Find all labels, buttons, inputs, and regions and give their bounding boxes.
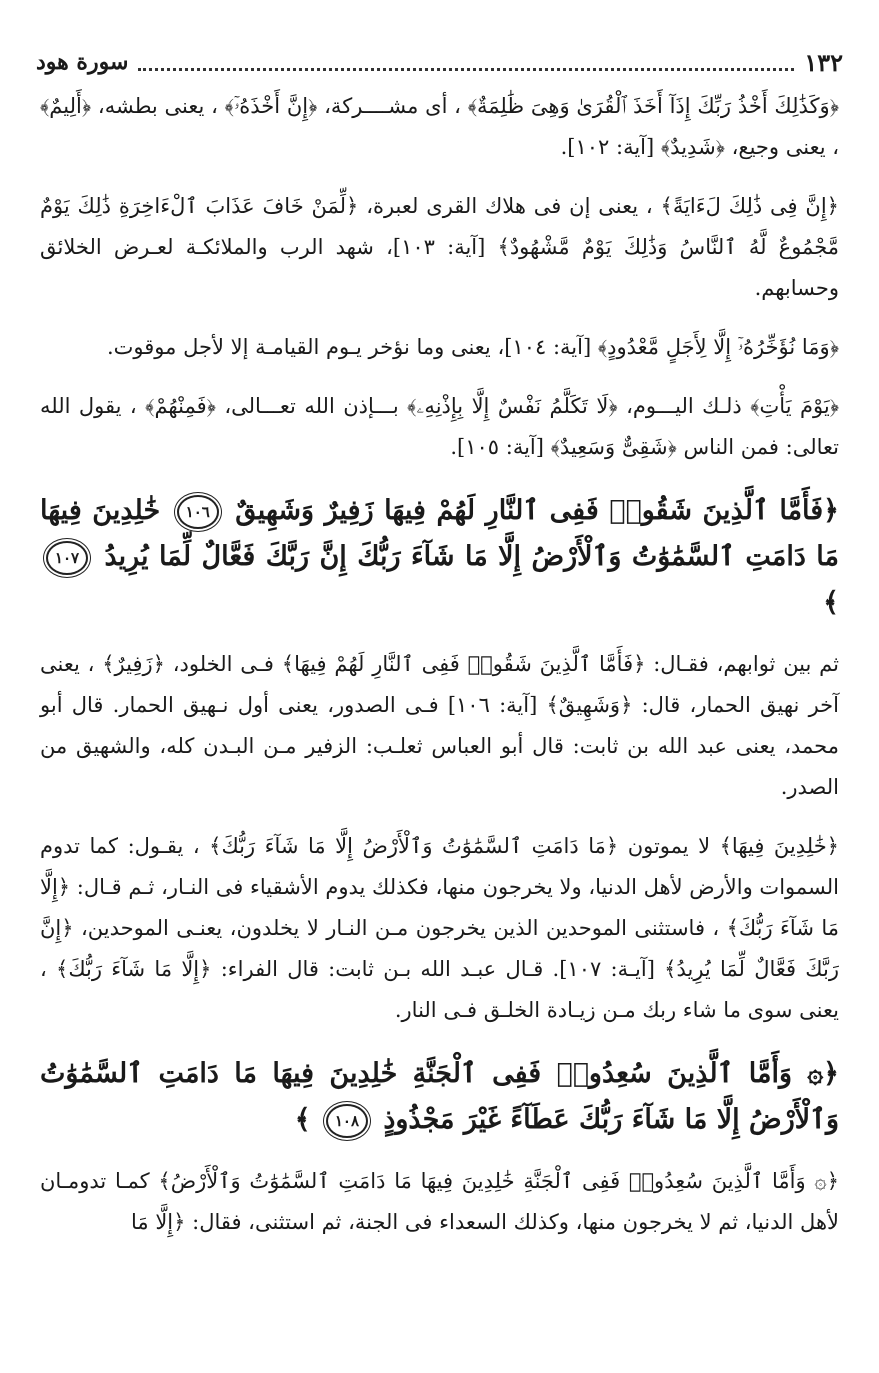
page-body (40, 86, 839, 1243)
page-header (36, 40, 843, 84)
quran-verse-108 (40, 1051, 839, 1143)
surah-title: سورة هود (36, 49, 129, 75)
commentary-paragraph-5: ثم بين ثوابهم، فقـال: ﴿فَأَمَّا ٱلَّذِينَ شَقُوا۟ فَفِى ٱلنَّارِ لَهُمْ فِيهَا﴾ فـى الخلود، ﴿زَفِيرٌ﴾ ، يعنى آخر نهيق الحمار، قال: ﴿وَشَهِيقٌ﴾ [آية: ١٠٦] فـى الصدور، يعنى أول نـهيق الحمار. قال أبو محمد، يعنى عبد الله بن ثابت: قال أبو العباس ثعلـب: الزفير مـن البـدن كله، والشهيق من الصدر. (40, 652, 839, 799)
verse-number-medallion: ١٠٨ (326, 1104, 368, 1138)
quran-verse-106-107 (40, 488, 839, 626)
verse-text: ﴿فَأَمَّا ٱلَّذِينَ شَقُوا۟ فَفِى ٱلنَّارِ لَهُمْ فِيهَا زَفِيرٌ وَشَهِيقٌ (235, 495, 839, 526)
commentary-paragraph-6: ﴿خَٰلِدِينَ فِيهَا﴾ لا يموتون ﴿مَا دَامَتِ ٱلسَّمَٰوَٰتُ وَٱلْأَرْضُ إِلَّا مَا شَآءَ رَبُّكَ﴾ ، يقـول: كما تدوم السموات والأرض لأهل الدنيا، ولا يخرجون منها، فكذلك يدوم الأشقياء فى النـار، ثـم قـال: ﴿إِلَّا مَا شَآءَ رَبُّكَ﴾ ، فاستثنى الموحدين الذين يخرجون مـن النـار لا يخلدون، يعنـى الموحدين، ﴿إِنَّ رَبَّكَ فَعَّالٌ لِّمَا يُرِيدُ﴾ [آيـة: ١٠٧]. قـال عبـد الله بـن ثابت: قال الفراء: ﴿إِلَّا مَا شَآءَ رَبُّكَ﴾ ، يعنى سوى ما شاء ربك مـن زيـادة الخلـق فـى النار. (40, 834, 839, 1022)
page-number: ١٣٢ (804, 47, 843, 77)
verse-number-medallion: ١٠٦ (177, 495, 219, 529)
commentary-paragraph-1: ﴿وَكَذَٰلِكَ أَخْذُ رَبِّكَ إِذَآ أَخَذَ ٱلْقُرَىٰ وَهِىَ ظَٰلِمَةٌ﴾ ، أى مشــــركة، ﴿إِنَّ أَخْذَهُۥٓ﴾ ، يعنى بطشه، ﴿أَلِيمٌ﴾ ، يعنى وجيع، ﴿شَدِيدٌ﴾ [آية: ١٠٢]. (40, 94, 839, 159)
commentary-paragraph-7: ﴿۞ وَأَمَّا ٱلَّذِينَ سُعِدُوا۟ فَفِى ٱلْجَنَّةِ خَٰلِدِينَ فِيهَا مَا دَامَتِ ٱلسَّمَٰوَٰتُ وَٱلْأَرْضُ﴾ كمـا تدومـان لأهل الدنيا، ثم لا يخرجون منها، وكذلك السعداء فى الجنة، ثم استثنى، فقال: ﴿إِلَّا مَا (40, 1169, 839, 1234)
verse-close-bracket: ﴾ (294, 1104, 311, 1135)
header-dotted-leader (138, 66, 794, 71)
commentary-paragraph-4: ﴿يَوْمَ يَأْتِ﴾ ذلـك اليـــوم، ﴿لَا تَكَلَّمُ نَفْسٌ إِلَّا بِإِذْنِهِۦ﴾ بـــإذن الله تعـــالى، ﴿فَمِنْهُمْ﴾ ، يقول الله تعالى: فمن الناس ﴿شَقِىٌّ وَسَعِيدٌ﴾ [آية: ١٠٥]. (40, 394, 839, 459)
verse-number-medallion: ١٠٧ (46, 541, 88, 575)
commentary-paragraph-3: ﴿وَمَا نُؤَخِّرُهُۥٓ إِلَّا لِأَجَلٍ مَّعْدُودٍ﴾ [آية: ١٠٤]، يعنى وما نؤخر يـوم القيامـة إلا لأجل موقوت. (106, 335, 839, 359)
commentary-paragraph-2: ﴿إِنَّ فِى ذَٰلِكَ لَءَايَةً﴾ ، يعنى إن فى هلاك القرى لعبرة، ﴿لِّمَنْ خَافَ عَذَابَ ٱلْءَاخِرَةِ ذَٰلِكَ يَوْمٌ مَّجْمُوعٌ لَّهُ ٱلنَّاسُ وَذَٰلِكَ يَوْمٌ مَّشْهُودٌ﴾ [آية: ١٠٣]، شهد الرب والملائكـة لعـرض الخلائق وحسابهم. (40, 194, 839, 300)
verse-text: ﴿۞ وَأَمَّا ٱلَّذِينَ سُعِدُوا۟ فَفِى ٱلْجَنَّةِ خَٰلِدِينَ فِيهَا مَا دَامَتِ ٱلسَّمَٰوَٰتُ وَٱلْأَرْضُ إِلَّا مَا شَآءَ رَبُّكَ عَطَآءً غَيْرَ مَجْذُوذٍ (40, 1058, 839, 1135)
verse-text: خَٰلِدِينَ فِيهَا مَا دَامَتِ ٱلسَّمَٰوَٰتُ وَٱلْأَرْضُ إِلَّا مَا شَآءَ رَبُّكَ إِنَّ رَبَّكَ فَعَّالٌ لِّمَا يُرِيدُ (40, 495, 839, 572)
verse-close-bracket: ﴾ (823, 587, 839, 618)
